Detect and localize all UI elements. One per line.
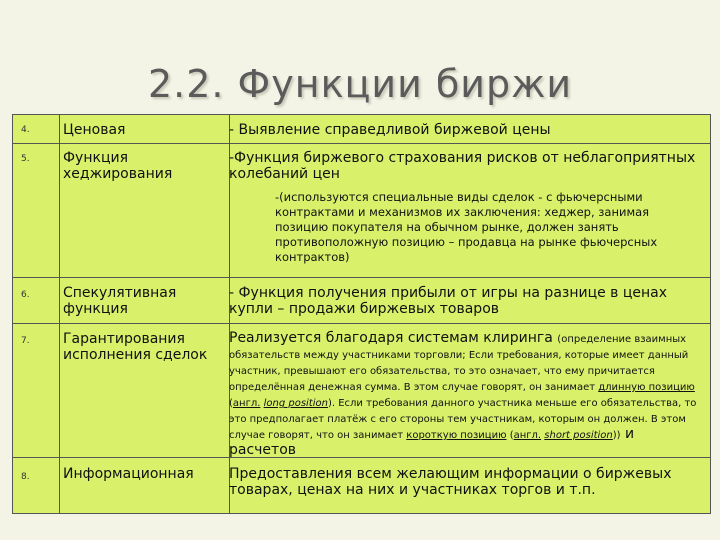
- table-row: [13, 143, 710, 277]
- function-name: Спекулятивная функция: [63, 285, 177, 317]
- long-position-link[interactable]: длинную позицию: [598, 382, 695, 393]
- row-number: 6.: [21, 290, 30, 300]
- functions-table: [12, 114, 711, 514]
- function-name: Гарантирования исполнения сделок: [63, 331, 208, 363]
- short-position-link[interactable]: короткую позицию: [406, 430, 507, 441]
- table-row: [13, 115, 710, 143]
- row-number: 5.: [21, 154, 30, 164]
- english-abbrev-link[interactable]: англ.: [513, 430, 542, 441]
- function-description: [229, 330, 700, 458]
- table-row: [13, 457, 710, 513]
- english-abbrev-link[interactable]: англ.: [232, 398, 261, 409]
- row-number: 7.: [21, 336, 30, 346]
- function-description: - Выявление справедливой биржевой цены: [229, 122, 551, 138]
- function-description: - Функция получения прибыли от игры на разнице в ценах купли – продажи биржевых товаров: [229, 285, 668, 317]
- function-name: Информационная: [63, 466, 194, 482]
- table-row: [13, 323, 710, 457]
- function-name: Ценовая: [63, 122, 126, 138]
- row-number: 4.: [21, 125, 30, 135]
- row-number: 8.: [21, 472, 30, 482]
- clearing-note: (определение взаимных обязательств между участниками торговли; Если требования, которые имеет данный участник, превышают его обязательства, то это означает, что ему причитается определённая денежная сумма. В этом случае говорят, он занимает длинную позицию (англ. long position). Если требования данного участника меньше его обязательства, то это предполагает платёж с его стороны тем участникам, которым он должен. В этом случае говорят, что он занимает короткую позицию (англ. short position)): [229, 334, 697, 441]
- long-position-term[interactable]: long position: [263, 398, 328, 409]
- function-name: Функция хеджирования: [63, 150, 173, 182]
- description-tail: и расчетов: [229, 426, 635, 458]
- page-title: 2.2. Функции биржи: [147, 62, 573, 106]
- table-row: [13, 277, 710, 323]
- function-subnote: -(используются специальные виды сделок - с фьючерсными контрактами и механизмов их заключения: хеджер, занимая позицию покупателя на обычном рынке, должен занять противоположную позицию – продавца на рынке фьючерсных контрактов): [275, 190, 658, 264]
- function-description: -Функция биржевого страхования рисков от неблагоприятных колебаний цен: [229, 150, 696, 182]
- description-main: Реализуется благодаря системам клиринга: [229, 330, 553, 346]
- function-description: Предоставления всем желающим информации о биржевых товарах, ценах на них и участниках торгов и т.п.: [229, 466, 672, 498]
- short-position-term[interactable]: short position: [544, 430, 613, 441]
